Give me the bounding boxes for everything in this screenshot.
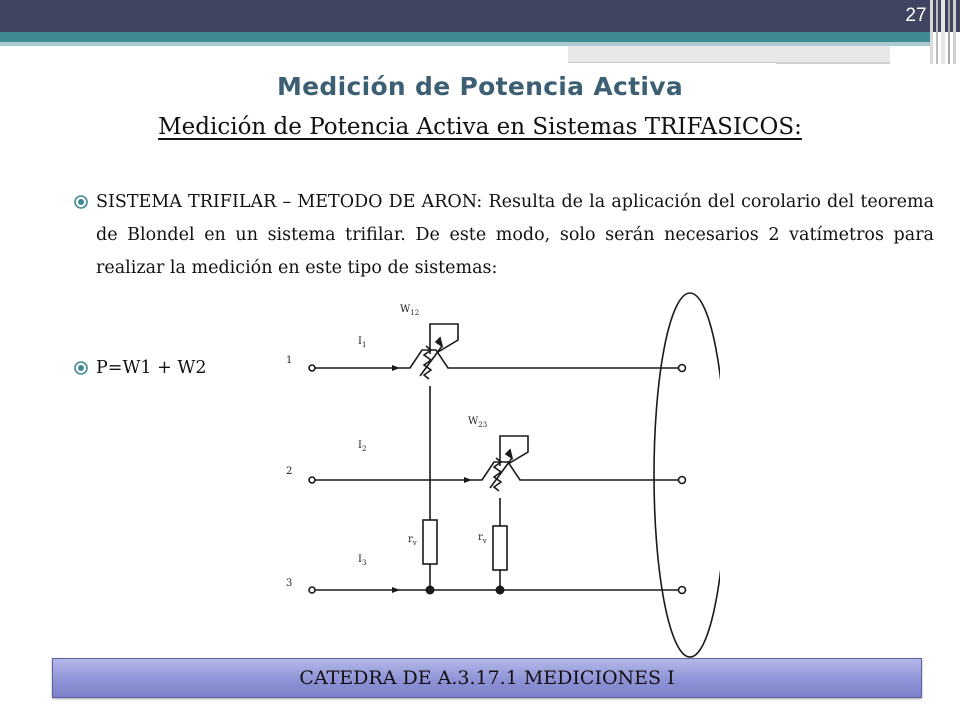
slide-subtitle: Medición de Potencia Activa en Sistemas TRIFASICOS: bbox=[158, 114, 802, 140]
slide-number: 27 bbox=[905, 5, 927, 26]
bullet-text: SISTEMA TRIFILAR – METODO DE ARON: Resulta de la aplicación del corolario del teorema de Blondel en un sistema trifilar. De este modo, solo serán necesarios 2 vatímetros para realizar la medición en este tipo de sistemas: bbox=[96, 192, 934, 278]
bullet-item bbox=[74, 352, 206, 385]
current-1-label: $I_1$ bbox=[358, 336, 367, 349]
decorative-bar bbox=[568, 46, 890, 63]
line-1-wire bbox=[312, 350, 682, 368]
load-ellipse bbox=[654, 293, 720, 657]
slide-title: Medición de Potencia Activa bbox=[276, 72, 684, 101]
resistor-rv1 bbox=[423, 520, 437, 564]
wattmeter-w12-label: $W_{12}$ bbox=[400, 304, 420, 317]
bullet-icon bbox=[74, 195, 88, 209]
resistor-rv2-label: $r_v$ bbox=[478, 532, 487, 545]
line-1-label: 1 bbox=[286, 355, 293, 366]
accent-band bbox=[0, 32, 930, 42]
line-3-label: 3 bbox=[286, 578, 293, 589]
current-2-label: $I_2$ bbox=[358, 440, 367, 453]
junction-node bbox=[496, 586, 505, 595]
junction-node bbox=[426, 586, 435, 595]
resistor-rv2 bbox=[493, 526, 507, 570]
line-2-label: 2 bbox=[286, 466, 293, 477]
aron-circuit-diagram bbox=[260, 290, 720, 660]
footer-text: CATEDRA DE A.3.17.1 MEDICIONES I bbox=[299, 667, 675, 689]
decorative-line bbox=[776, 62, 890, 64]
top-bar bbox=[0, 0, 960, 32]
bullet-item bbox=[74, 186, 934, 285]
current-3-label: $I_3$ bbox=[358, 554, 367, 567]
wattmeter-w23-label: $W_{23}$ bbox=[468, 416, 488, 429]
formula-text: P=W1 + W2 bbox=[96, 358, 207, 378]
footer-bar bbox=[52, 658, 922, 698]
bullet-icon bbox=[74, 361, 88, 375]
resistor-rv1-label: $r_v$ bbox=[408, 534, 417, 547]
